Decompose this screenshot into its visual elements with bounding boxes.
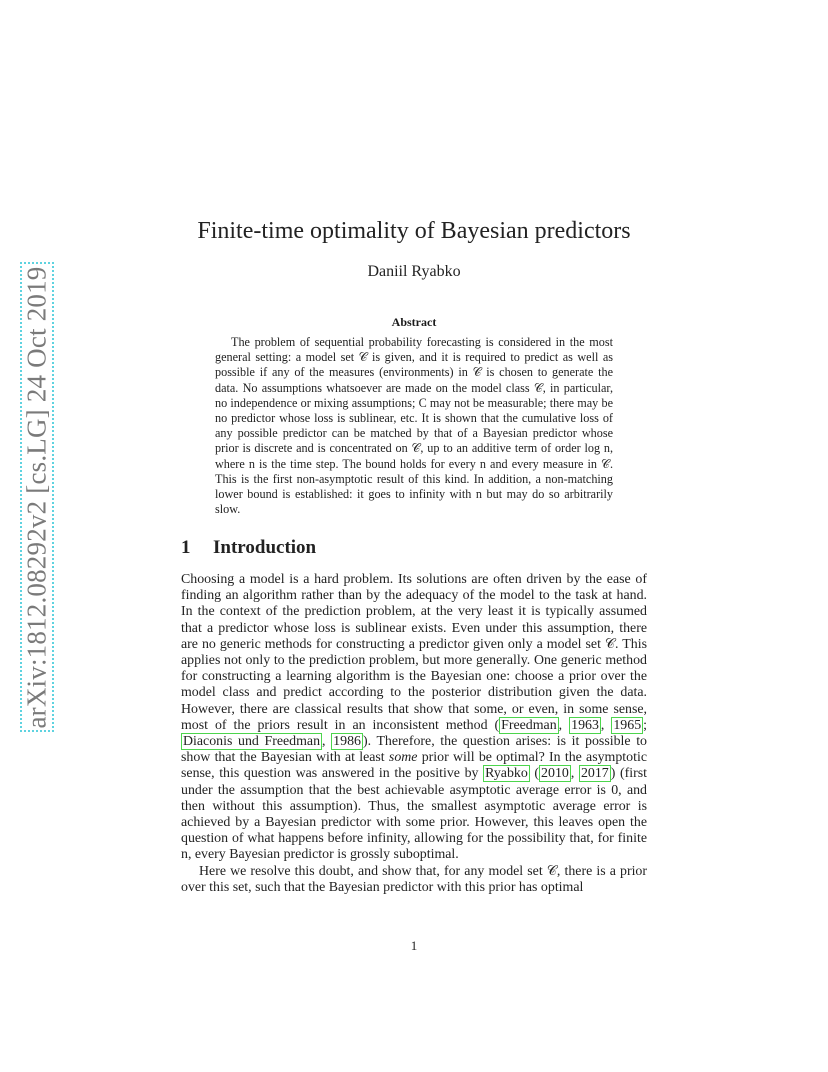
citation-diaconis-freedman[interactable]: Diaconis und Freedman bbox=[183, 734, 321, 750]
intro-text: ). Therefore, the question arises: is it possible to show that the Bayesian with at least bbox=[181, 734, 648, 766]
introduction-body bbox=[181, 572, 647, 896]
citation-freedman-1963[interactable]: 1963 bbox=[571, 717, 599, 733]
intro-text: prior will be optimal? In the asymptotic sense, this question was answered in the positive by bbox=[181, 750, 647, 782]
intro-paragraph-2: Here we resolve this doubt, and show that, for any model set 𝒞, there is a prior over this set, such that the Bayesian predictor with this prior has optimal bbox=[181, 863, 647, 895]
citation-diaconis-1986[interactable]: 1986 bbox=[333, 734, 361, 750]
citation-freedman[interactable]: Freedman bbox=[501, 717, 557, 733]
citation-ryabko-2017[interactable]: 2017 bbox=[580, 766, 609, 782]
arxiv-identifier-text: arXiv:1812.08292v2 [cs.LG] 24 Oct 2019 bbox=[21, 265, 52, 729]
paper-author: Daniil Ryabko bbox=[367, 263, 461, 280]
paper-title: Finite-time optimality of Bayesian predictors bbox=[197, 218, 631, 244]
section-number: 1 bbox=[181, 537, 191, 558]
arxiv-identifier-stamp bbox=[20, 262, 54, 732]
abstract-heading: Abstract bbox=[391, 315, 437, 329]
section-heading bbox=[181, 537, 316, 559]
citation-ryabko-2010[interactable]: 2010 bbox=[541, 766, 569, 782]
section-title: Introduction bbox=[213, 537, 317, 558]
intro-paragraph-1: Choosing a model is a hard problem. Its solutions are often driven by the ease of finding an algorithm rather than by the adequacy of the model to the task at hand. In the context of the prediction problem, at the very least it is typically assumed that a predictor whose loss is sublinear exists. Even under this assumption, there are no generic methods for constructing a predictor given only a model set 𝒞. This applies not only to the prediction problem, but more generally. One generic method for constructing a learning algorithm is the Bayesian one: choose a prior over the model class and predict according to the posterior distribution given the data. However, there are classical results that show that some, or even, in some sense, most of the priors result in an inconsistent method ( Freedman , 1963 , 1965 ; Diaconis und Freedman , 1986 ). Therefore, the question arises: is it possible to show that the Bayesian with at least some prior will be optimal? In the asymptotic sense, this question was answered in the positive by Ryabko ( 2010 , 2017 ) (first under the assumption that the best achievable asymptotic average error is 0, and then without this assumption). Thus, the smallest asymptotic average error is achieved by a Bayesian predictor with some prior. However, this leaves open the question of what happens before infinity, allowing for the possibility that, for finite n, every Bayesian predictor is grossly suboptimal. bbox=[181, 572, 648, 863]
intro-emphasis: some bbox=[388, 750, 418, 766]
intro-text: ) (first under the assumption that the best achievable asymptotic average error is 0, and then without this assumption). Thus, the smallest asymptotic average error is achieved by a Bayesian predictor with some prior. However, this leaves open the question of what happens before infinity, allowing for the possibility that, for finite n, every Bayesian predictor is grossly suboptimal. bbox=[181, 766, 647, 863]
citation-ryabko[interactable]: Ryabko bbox=[485, 766, 528, 782]
intro-text: Choosing a model is a hard problem. Its solutions are often driven by the ease of finding an algorithm rather than by the adequacy of the model to the task at hand. In the context of the prediction problem, at the very least it is typically assumed that a predictor whose loss is sublinear exists. Even under this assumption, there are no generic methods for constructing a predictor given only a model set 𝒞. This applies not only to the prediction problem, but more generally. One generic method for constructing a learning algorithm is the Bayesian one: choose a prior over the model class and predict according to the posterior distribution given the data. However, there are classical results that show that some, or even, in some sense, most of the priors result in an inconsistent method ( bbox=[181, 572, 647, 733]
citation-freedman-1965[interactable]: 1965 bbox=[613, 717, 642, 733]
page-number: 1 bbox=[410, 938, 418, 953]
abstract-text: The problem of sequential probability forecasting is considered in the most general setting: a model set 𝒞 is given, and it is required to predict as well as possible if any of the measures (environments) in 𝒞 is chosen to generate the data. No assumptions whatsoever are made on the model class 𝒞, in particular, no independence or mixing assumptions; C may not be measurable; there may be no predictor whose loss is sublinear, etc. It is shown that the cumulative loss of any possible predictor can be matched by that of a Bayesian predictor whose prior is discrete and is concentrated on 𝒞, up to an additive term of order log n, where n is the time step. The bound holds for every n and every measure in 𝒞. This is the first non-asymptotic result of this kind. In addition, a non-matching lower bound is established: it goes to infinity with n but may do so arbitrarily slow. bbox=[215, 335, 613, 517]
